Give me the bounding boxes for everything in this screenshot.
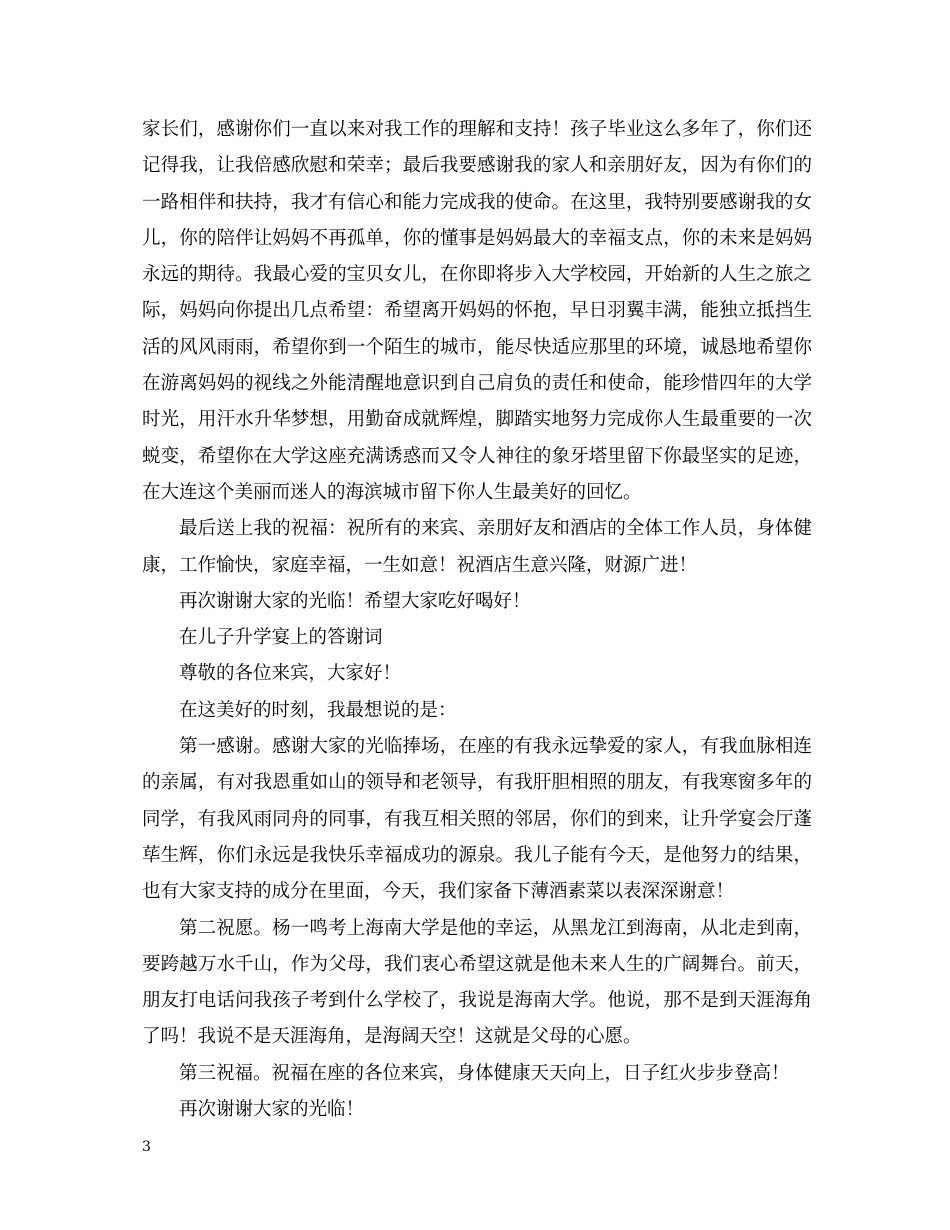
paragraph-final-thanks: 再次谢谢大家的光临！ [179,1099,365,1121]
paragraph-closing-blessing: 最后送上我的祝福：祝所有的来宾、亲朋好友和酒店的全体工作人员，身体健康，工作愉快，家庭幸福，一生如意！祝酒店生意兴隆，财源广进！ [142,518,812,576]
paragraph-greeting: 尊敬的各位来宾，大家好！ [179,663,402,685]
paragraph-thanks-again: 再次谢谢大家的光临！希望大家吃好喝好！ [179,590,531,612]
paragraph-first-thanks: 第一感谢。感谢大家的光临捧场，在座的有我永远挚爱的家人，有我血脉相连的亲属，有对我恩重如山的领导和老领导，有我肝胆相照的朋友，有我寒窗多年的同学，有我风雨同舟的同事，有我互相关照的邻居，你们的到来，让升学宴会厅蓬荜生辉，你们永远是我快乐幸福成功的源泉。我儿子能有今天，是他努力的结果，也有大家支持的成分在里面，今天，我们家备下薄酒素菜以表深深谢意！ [142,736,812,903]
page-number: 3 [142,1139,151,1155]
paragraph-intro: 在这美好的时刻，我最想说的是： [179,699,457,721]
section-title: 在儿子升学宴上的答谢词 [179,627,383,649]
paragraph-second-wish: 第二祝愿。杨一鸣考上海南大学是他的幸运，从黑龙江到海南，从北走到南，要跨越万水千山，作为父母，我们衷心希望这就是他未来人生的广阔舞台。前天，朋友打电话问我孩子考到什么学校了，我说是海南大学。他说，那不是到天涯海角了吗！我说不是天涯海角，是海阔天空！这就是父母的心愿。 [142,917,812,1048]
page-body [142,112,812,1128]
paragraph-thanks-and-wishes-to-daughter: 家长们，感谢你们一直以来对我工作的理解和支持！孩子毕业这么多年了，你们还记得我，让我倍感欣慰和荣幸；最后我要感谢我的家人和亲朋好友，因为有你们的一路相伴和扶持，我才有信心和能力完成我的使命。在这里，我特别要感谢我的女儿，你的陪伴让妈妈不再孤单，你的懂事是妈妈最大的幸福支点，你的未来是妈妈永远的期待。我最心爱的宝贝女儿，在你即将步入大学校园，开始新的人生之旅之际，妈妈向你提出几点希望：希望离开妈妈的怀抱，早日羽翼丰满，能独立抵挡生活的风风雨雨，希望你到一个陌生的城市，能尽快适应那里的环境，诚恳地希望你在游离妈妈的视线之外能清醒地意识到自己肩负的责任和使命，能珍惜四年的大学时光，用汗水升华梦想，用勤奋成就辉煌，脚踏实地努力完成你人生最重要的一次蜕变，希望你在大学这座充满诱惑而又令人神往的象牙塔里留下你最坚实的足迹，在大连这个美丽而迷人的海滨城市留下你人生最美好的回忆。 [142,119,812,503]
paragraph-third-blessing: 第三祝福。祝福在座的各位来宾，身体健康天天向上，日子红火步步登高！ [179,1062,790,1084]
